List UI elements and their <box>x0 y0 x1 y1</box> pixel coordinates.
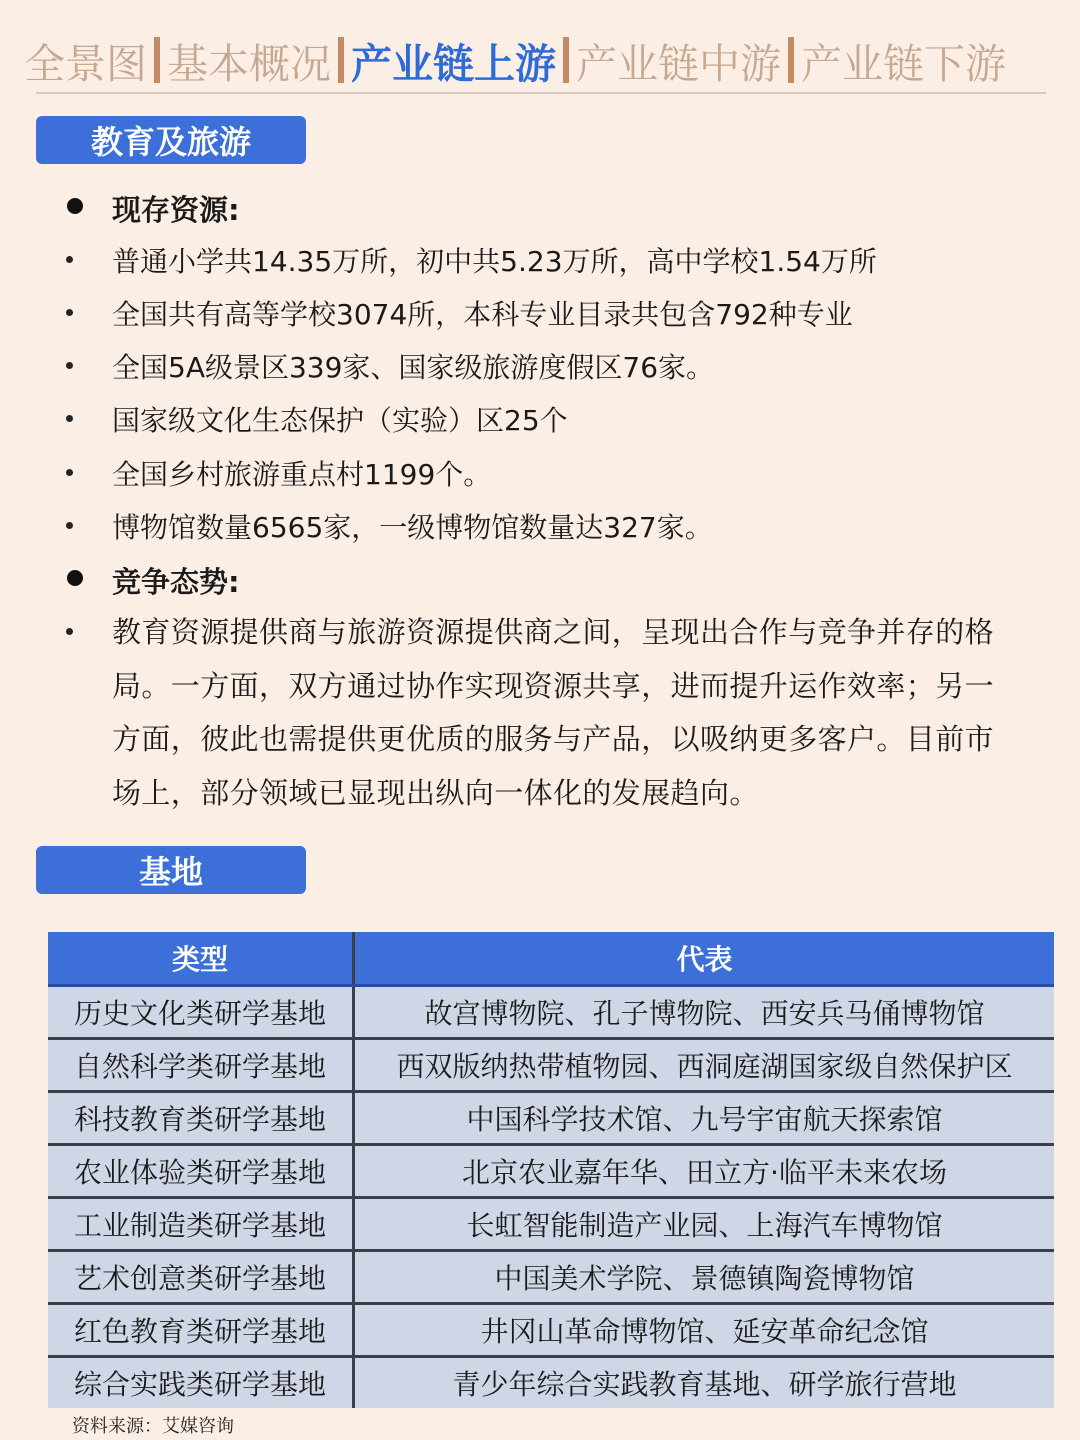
resource-item: 全国5A级景区339家、国家级旅游度假区76家。 <box>112 351 715 384</box>
table-row <box>48 1357 1054 1409</box>
table-row <box>48 1145 1054 1198</box>
cell-type: 工业制造类研学基地 <box>48 1198 354 1251</box>
top-nav <box>24 30 1064 90</box>
table-row <box>48 1198 1054 1251</box>
resources-heading: 现存资源: <box>112 193 240 227</box>
cell-type: 农业体验类研学基地 <box>48 1145 354 1198</box>
cell-type: 综合实践类研学基地 <box>48 1357 354 1409</box>
cell-representative: 西双版纳热带植物园、西洞庭湖国家级自然保护区 <box>354 1039 1055 1092</box>
resource-item: 普通小学共14.35万所，初中共5.23万所，高中学校1.54万所 <box>112 245 877 278</box>
competition-heading: 竞争态势: <box>112 565 240 599</box>
resource-item: 博物馆数量6565家，一级博物馆数量达327家。 <box>112 511 713 544</box>
table-header-row <box>48 932 1054 986</box>
bullet-dot <box>66 415 73 422</box>
resource-item: 全国乡村旅游重点村1199个。 <box>112 458 492 491</box>
nav-separator <box>154 37 160 83</box>
bases-table <box>48 932 1054 1408</box>
nav-separator <box>338 37 344 83</box>
table-row <box>48 1304 1054 1357</box>
section-title-education-tourism: 教育及旅游 <box>36 116 306 164</box>
bullet-dot <box>66 256 73 263</box>
column-header-representative: 代表 <box>354 932 1055 986</box>
bullet-dot <box>66 628 73 635</box>
bullet-dot <box>67 570 83 586</box>
tab-downstream[interactable]: 产业链下游 <box>801 39 1006 88</box>
resource-item: 全国共有高等学校3074所，本科专业目录共包含792种专业 <box>112 298 853 331</box>
cell-type: 科技教育类研学基地 <box>48 1092 354 1145</box>
cell-representative: 故宫博物院、孔子博物院、西安兵马俑博物馆 <box>354 986 1055 1039</box>
table-row <box>48 1039 1054 1092</box>
bullet-dot <box>66 469 73 476</box>
competition-paragraph: 教育资源提供商与旅游资源提供商之间，呈现出合作与竞争并存的格局。一方面，双方通过协作实现资源共享，进而提升运作效率；另一方面，彼此也需提供更优质的服务与产品，以吸纳更多客户。目前市场上，部分领域已显现出纵向一体化的发展趋向。 <box>112 615 995 810</box>
bullet-dot <box>66 362 73 369</box>
bullet-dot <box>66 309 73 316</box>
tab-upstream[interactable]: 产业链上游 <box>351 39 556 88</box>
source-note: 资料来源：艾媒咨询 <box>72 1416 234 1437</box>
tab-midstream[interactable]: 产业链中游 <box>576 39 781 88</box>
bullet-dot <box>66 522 73 529</box>
cell-representative: 井冈山革命博物馆、延安革命纪念馆 <box>354 1304 1055 1357</box>
tab-overview[interactable]: 全景图 <box>24 39 147 88</box>
cell-type: 艺术创意类研学基地 <box>48 1251 354 1304</box>
nav-separator <box>563 37 569 83</box>
tab-basic-info[interactable]: 基本概况 <box>167 39 331 88</box>
cell-representative: 中国美术学院、景德镇陶瓷博物馆 <box>354 1251 1055 1304</box>
nav-separator <box>788 37 794 83</box>
section-title-bases: 基地 <box>36 846 306 894</box>
cell-representative: 中国科学技术馆、九号宇宙航天探索馆 <box>354 1092 1055 1145</box>
table-row <box>48 1251 1054 1304</box>
cell-type: 红色教育类研学基地 <box>48 1304 354 1357</box>
bullet-dot <box>67 198 83 214</box>
table-row <box>48 1092 1054 1145</box>
table-row <box>48 986 1054 1039</box>
cell-representative: 北京农业嘉年华、田立方·临平未来农场 <box>354 1145 1055 1198</box>
cell-type: 自然科学类研学基地 <box>48 1039 354 1092</box>
resource-item: 国家级文化生态保护（实验）区25个 <box>112 404 568 437</box>
column-header-type: 类型 <box>48 932 354 986</box>
cell-representative: 青少年综合实践教育基地、研学旅行营地 <box>354 1357 1055 1409</box>
cell-type: 历史文化类研学基地 <box>48 986 354 1039</box>
nav-divider <box>36 92 1046 94</box>
cell-representative: 长虹智能制造产业园、上海汽车博物馆 <box>354 1198 1055 1251</box>
